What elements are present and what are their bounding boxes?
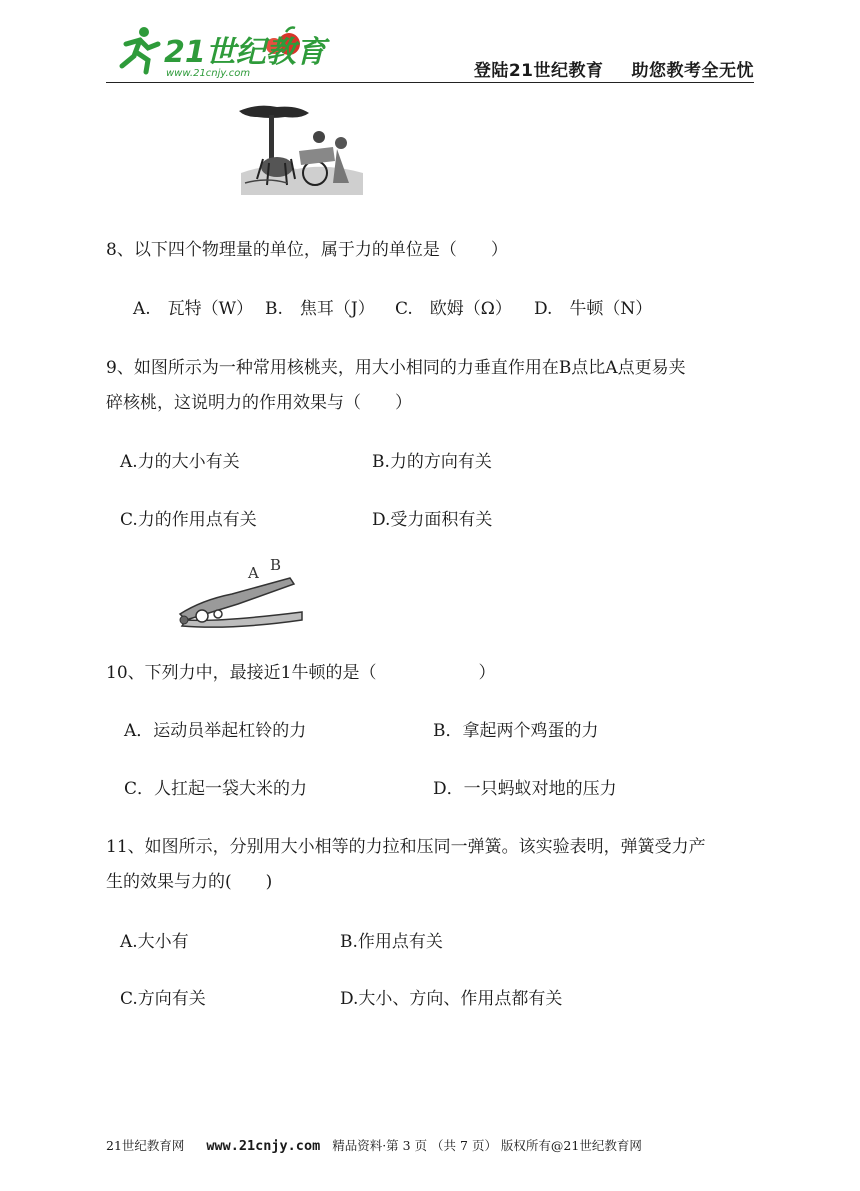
q8-stem: 8、以下四个物理量的单位，属于力的单位是（ ）	[106, 240, 508, 260]
header-slogan-a: 登陆21世纪教育	[473, 61, 604, 81]
q8-option-d: D. 牛顿（N）	[534, 299, 653, 319]
page-header	[106, 22, 754, 84]
q11-stem-line2: 生的效果与力的( )	[106, 872, 273, 892]
q8-option-a: A. 瓦特（W）	[133, 299, 254, 319]
q10-stem: 10、下列力中，最接近1牛顿的是（ ）	[106, 663, 496, 683]
footer-page-info: 精品资料·第 3 页 （共 7 页） 版权所有@21世纪教育网	[332, 1138, 642, 1153]
footer-url[interactable]: www.21cnjy.com	[206, 1138, 321, 1154]
q10-option-c: C．人扛起一袋大米的力	[124, 779, 308, 799]
label-b: B	[270, 556, 282, 574]
header-slogan-b: 助您教考全无忧	[631, 61, 754, 81]
label-a: A	[248, 564, 259, 582]
q8-option-b: B. 焦耳（J）	[265, 299, 375, 319]
q11-option-d: D.大小、方向、作用点都有关	[340, 989, 563, 1009]
q11-option-b: B.作用点有关	[340, 932, 443, 952]
logo-url: www.21cnjy.com	[166, 68, 251, 79]
nutcracker-figure	[172, 556, 308, 632]
q11-stem-line1: 11、如图所示，分别用大小相等的力拉和压同一弹簧。该实验表明，弹簧受力产	[106, 837, 706, 857]
q9-option-a: A.力的大小有关	[120, 452, 240, 472]
q9-option-b: B.力的方向有关	[372, 452, 492, 472]
logo-text: 21世纪教育	[164, 35, 326, 70]
site-logo	[106, 22, 326, 80]
q10-option-b: B．拿起两个鸡蛋的力	[433, 721, 599, 741]
q10-option-d: D．一只蚂蚁对地的压力	[433, 779, 617, 799]
page-footer	[106, 1136, 642, 1154]
header-divider	[106, 82, 754, 83]
q9-stem-line1: 9、如图所示为一种常用核桃夹，用大小相同的力垂直作用在B点比A点更易夹	[106, 358, 686, 378]
q9-option-d: D.受力面积有关	[372, 510, 493, 530]
q11-option-a: A.大小有	[120, 932, 189, 952]
header-slogan	[474, 56, 754, 81]
chariot-illustration	[237, 103, 367, 199]
q9-stem-line2: 碎核桃，这说明力的作用效果与（ ）	[106, 393, 412, 413]
q11-option-c: C.方向有关	[120, 989, 206, 1009]
q9-option-c: C.力的作用点有关	[120, 510, 257, 530]
footer-site: 21世纪教育网	[106, 1138, 185, 1153]
q10-option-a: A．运动员举起杠铃的力	[124, 721, 307, 741]
runner-icon	[122, 27, 158, 72]
q8-option-c: C. 欧姆（Ω）	[395, 299, 512, 319]
